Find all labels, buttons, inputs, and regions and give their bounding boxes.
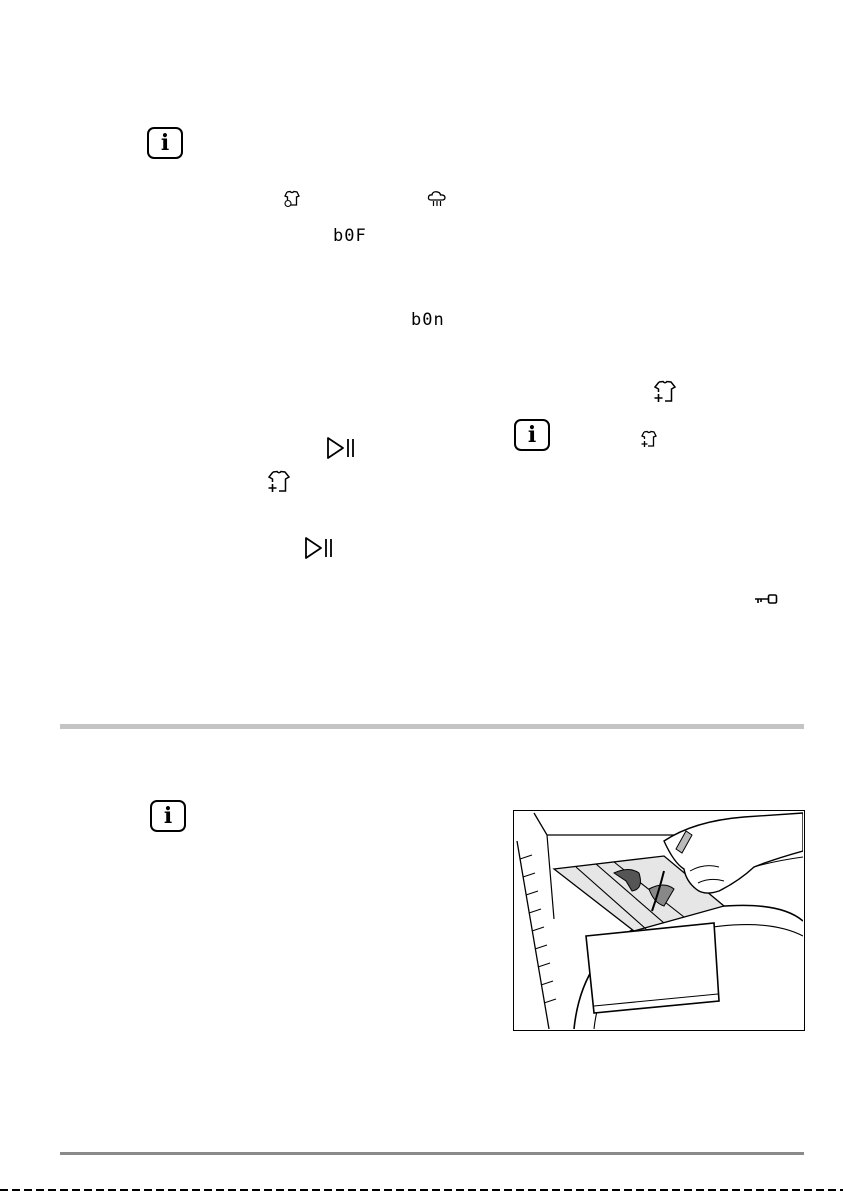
add-garment-icon (653, 380, 677, 404)
display-code-bon: b0n (411, 310, 445, 330)
extra-rinse-shirt-icon (283, 190, 301, 208)
section-divider (60, 724, 804, 729)
display-code-bof: b0F (333, 226, 367, 246)
start-pause-icon (304, 536, 334, 560)
start-pause-icon (326, 436, 356, 460)
add-garment-icon (267, 470, 291, 494)
info-icon: i (150, 800, 186, 832)
page-bottom-edge (0, 1189, 843, 1191)
steam-icon (427, 190, 447, 208)
info-icon: i (514, 419, 550, 451)
key-lock-icon (754, 592, 778, 606)
add-garment-icon (640, 430, 658, 448)
footer-rule (60, 1152, 804, 1155)
detergent-drawer-illustration (513, 810, 805, 1031)
info-icon: i (147, 127, 183, 159)
